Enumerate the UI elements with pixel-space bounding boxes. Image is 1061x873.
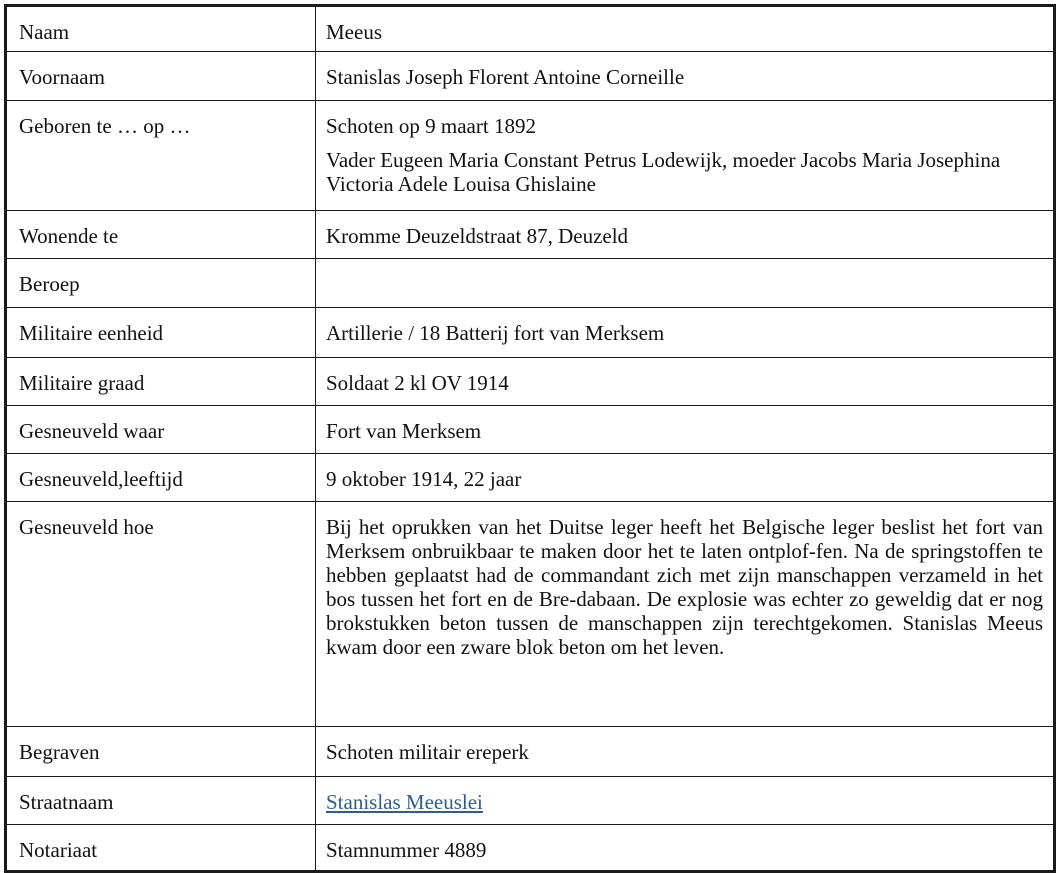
value-naam: Meeus xyxy=(316,6,1055,52)
value-notariaat: Stamnummer 4889 xyxy=(316,825,1055,872)
table-row-geboren xyxy=(6,101,1055,211)
value-graad: Soldaat 2 kl OV 1914 xyxy=(316,358,1055,406)
value-geboren xyxy=(316,101,1055,211)
label-wonende: Wonende te xyxy=(6,211,316,259)
table-row-notariaat xyxy=(6,825,1055,872)
birth-place-date: Schoten op 9 maart 1892 xyxy=(326,114,536,138)
value-gesneuveld-hoe: Bij het oprukken van het Duitse leger heeft het Belgische leger beslist het fort van Merksem onbruikbaar te maken door het te laten ontplof-fen. Na de springstoffen te hebben geplaatst had de commandant zich met zijn manschappen verzameld in het bos tussen het fort en de Bre-dabaan. De explosie was echter zo geweldig dat er nog brokstukken beton tussen de manschappen zijn terechtgekomen. Stanislas Meeus kwam door een zware blok beton om het leven. xyxy=(316,502,1055,727)
label-naam: Naam xyxy=(6,6,316,52)
value-voornaam: Stanislas Joseph Florent Antoine Corneille xyxy=(316,52,1055,101)
value-beroep xyxy=(316,259,1055,308)
table-row-wonende xyxy=(6,211,1055,259)
table-row-voornaam xyxy=(6,52,1055,101)
value-straatnaam xyxy=(316,777,1055,825)
table-row-straatnaam xyxy=(6,777,1055,825)
value-leeftijd: 9 oktober 1914, 22 jaar xyxy=(316,454,1055,502)
label-notariaat: Notariaat xyxy=(6,825,316,872)
record-table xyxy=(4,4,1056,873)
label-leeftijd: Gesneuveld,leeftijd xyxy=(6,454,316,502)
value-begraven: Schoten militair ereperk xyxy=(316,727,1055,777)
label-begraven: Begraven xyxy=(6,727,316,777)
label-straatnaam: Straatnaam xyxy=(6,777,316,825)
street-name-link[interactable]: Stanislas Meeuslei xyxy=(326,790,483,814)
table-row-begraven xyxy=(6,727,1055,777)
value-wonende: Kromme Deuzeldstraat 87, Deuzeld xyxy=(316,211,1055,259)
table-row-leeftijd xyxy=(6,454,1055,502)
value-gesneuveld-waar: Fort van Merksem xyxy=(316,406,1055,454)
label-eenheid: Militaire eenheid xyxy=(6,308,316,358)
label-gesneuveld-waar: Gesneuveld waar xyxy=(6,406,316,454)
label-gesneuveld-hoe: Gesneuveld hoe xyxy=(6,502,316,727)
table-row-naam xyxy=(6,6,1055,52)
table-row-gesneuveld-hoe xyxy=(6,502,1055,727)
table-row-graad xyxy=(6,358,1055,406)
table-row-eenheid xyxy=(6,308,1055,358)
parents-text: Vader Eugeen Maria Constant Petrus Lodewijk, moeder Jacobs Maria Josephina Victoria Adele Louisa Ghislaine xyxy=(326,148,1001,196)
label-geboren: Geboren te … op … xyxy=(6,101,316,211)
value-eenheid: Artillerie / 18 Batterij fort van Merksem xyxy=(316,308,1055,358)
table-row-gesneuveld-waar xyxy=(6,406,1055,454)
label-beroep: Beroep xyxy=(6,259,316,308)
table-row-beroep xyxy=(6,259,1055,308)
label-voornaam: Voornaam xyxy=(6,52,316,101)
label-graad: Militaire graad xyxy=(6,358,316,406)
